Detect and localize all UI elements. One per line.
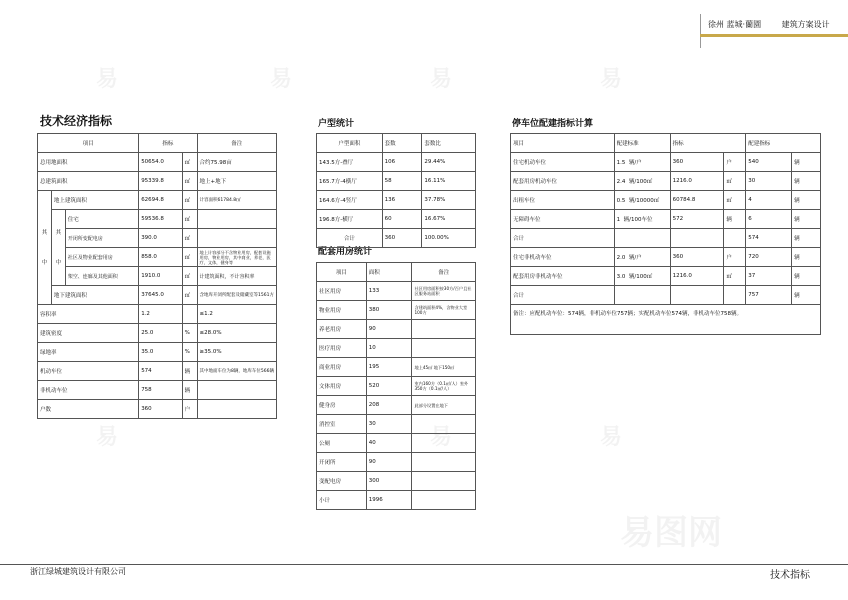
table-row [38, 229, 277, 248]
table-row: 住宅机动车位 1.5 辆/户 360 户 540 辆 [511, 153, 821, 172]
tech-value: 1.2 [139, 305, 182, 324]
tech-unit: % [182, 343, 197, 362]
tech-label: 社区及物业配套用房 [65, 248, 138, 267]
header-accent-line [700, 34, 848, 37]
watermark-mark: 易 [430, 67, 453, 92]
table-row: 165.7方-4横厅 58 16.11% [317, 172, 476, 191]
tech-note: 其中地面车位为8辆，地库车位566辆 [197, 362, 276, 381]
tech-note: 地上+地下 [197, 172, 276, 191]
tech-label: 户数 [38, 400, 139, 419]
table-row: 配套用房机动车位 2.4 辆/100㎡ 1216.0 ㎡ 30 辆 [511, 172, 821, 191]
table-row: 合计 574 辆 [511, 229, 821, 248]
unit-header: 套数比 [422, 134, 476, 153]
footer-line [0, 564, 848, 565]
unit-title: 户型统计 [318, 119, 355, 129]
table-row: 住宅非机动车位 2.0 辆/户 360 户 720 辆 [511, 248, 821, 267]
table-row: 小计 1996 [317, 491, 476, 510]
footer-company: 浙江绿城建筑设计有限公司 [30, 567, 126, 576]
facility-table [316, 262, 476, 510]
watermark-logo: 易图网 [620, 513, 722, 553]
tech-value: 59536.8 [139, 210, 182, 229]
tech-label: 架空、连廊及其他面积 [65, 267, 138, 286]
table-row [38, 153, 277, 172]
tech-unit: 辆 [182, 362, 197, 381]
table-row [38, 172, 277, 191]
parkcalc-note: 备注：应配机动车位：574辆，非机动车位757辆；实配机动车位574辆，非机动车位758辆。 [511, 305, 821, 335]
tech-value: 35.0 [139, 343, 182, 362]
tech-note: 地上计容部分不含物业用房，配套设施用房，物业用房，其中商业，养老，医疗，文体，健身等 [197, 248, 276, 267]
tech-unit: 辆 [182, 381, 197, 400]
table-row: 商业用房 195 地上45㎡ 地下150㎡ [317, 358, 476, 377]
tech-title: 技术经济指标 [40, 114, 113, 128]
tech-unit: ㎡ [182, 172, 197, 191]
parkcalc-table [510, 133, 821, 335]
parkcalc-title: 停车位配建指标计算 [512, 119, 594, 129]
tech-unit: ㎡ [182, 286, 197, 305]
table-row: 物业用房 380 含建筑面积4%，含物业大堂100方 [317, 301, 476, 320]
tech-label: 绿地率 [38, 343, 139, 362]
tech-label: 容积率 [38, 305, 139, 324]
table-row: 无障碍车位 1 辆/100车位 572 辆 6 辆 [511, 210, 821, 229]
tech-value: 360 [139, 400, 182, 419]
tech-label: 住宅 [65, 210, 138, 229]
tech-value: 62694.8 [139, 191, 182, 210]
table-row: 公厕 40 [317, 434, 476, 453]
tech-unit: ㎡ [182, 229, 197, 248]
table-row: 医疗用房 10 [317, 339, 476, 358]
tech-value: 1910.0 [139, 267, 182, 286]
watermark-mark: 易 [430, 425, 453, 450]
tech-unit: 户 [182, 400, 197, 419]
tech-table [37, 133, 277, 419]
table-row [38, 305, 277, 324]
tech-note: ≥35.0% [197, 343, 276, 362]
tech-value: 95339.8 [139, 172, 182, 191]
tech-value: 50654.0 [139, 153, 182, 172]
tech-unit: ㎡ [182, 191, 197, 210]
table-row [38, 381, 277, 400]
tech-note: 计容面积61784.8㎡ [197, 191, 276, 210]
table-row: 项目 配建标准 指标 配建指标 [511, 134, 821, 153]
watermark-mark: 易 [96, 425, 119, 450]
tech-group-label: 其 中 [38, 191, 52, 305]
tech-value: 37645.0 [139, 286, 182, 305]
table-row: 变配电房 300 [317, 472, 476, 491]
tech-subgroup-label: 其 中 [51, 210, 65, 286]
unit-header: 套数 [382, 134, 422, 153]
tech-label: 总用地面积 [38, 153, 139, 172]
tech-unit: ㎡ [182, 210, 197, 229]
tech-unit: ㎡ [182, 248, 197, 267]
tech-value: 390.0 [139, 229, 182, 248]
table-row: 出租车位 0.5 辆/10000㎡ 60784.8 ㎡ 4 辆 [511, 191, 821, 210]
tech-value: 25.0 [139, 324, 182, 343]
table-row [38, 400, 277, 419]
watermark-mark: 易 [600, 67, 623, 92]
watermark-mark: 易 [270, 67, 293, 92]
table-row: 合计 360 100.00% [317, 229, 476, 248]
table-row: 164.6方-4竖厅 136 37.78% [317, 191, 476, 210]
table-row: 社区用房 133 社区用房面积按30方/百户且社区服务站面积 [317, 282, 476, 301]
tech-label: 机动车位 [38, 362, 139, 381]
tech-label: 非机动车位 [38, 381, 139, 400]
header-project: 徐州 蓝城·蘭園 [708, 20, 762, 29]
tech-label: 总建筑面积 [38, 172, 139, 191]
table-row [38, 210, 277, 229]
table-row: 196.8方-横厅 60 16.67% [317, 210, 476, 229]
tech-note: ≤1.2 [197, 305, 276, 324]
table-row [38, 134, 277, 153]
table-row [38, 286, 277, 305]
tech-note: 含地库开闭所配套及储藏室等1561方 [197, 286, 276, 305]
table-row: 文体用房 520 室内160方（0.1㎡/人）室外350方（0.1㎡/人） [317, 377, 476, 396]
tech-label: 地上建筑面积 [51, 191, 138, 210]
tech-header-item: 项目 [38, 134, 139, 153]
tech-label: 地下建筑面积 [51, 286, 138, 305]
header-section: 建筑方案设计 [781, 20, 830, 29]
tech-value: 858.0 [139, 248, 182, 267]
table-row: 养老用房 90 [317, 320, 476, 339]
tech-header-note: 备注 [197, 134, 276, 153]
table-row: 项目 面积 备注 [317, 263, 476, 282]
table-row [317, 134, 476, 153]
tech-header-value: 指标 [139, 134, 197, 153]
table-row [38, 248, 277, 267]
table-row [38, 267, 277, 286]
table-row [38, 343, 277, 362]
table-row: 143.5方-叠厅 106 29.44% [317, 153, 476, 172]
watermark-mark: 易 [96, 67, 119, 92]
tech-label: 建筑密度 [38, 324, 139, 343]
table-row: 消控室 30 [317, 415, 476, 434]
tech-unit: ㎡ [182, 267, 197, 286]
watermark-mark: 易 [600, 425, 623, 450]
table-row: 合计 757 辆 [511, 286, 821, 305]
table-row [38, 362, 277, 381]
unit-table [316, 133, 476, 248]
header-text [708, 19, 848, 30]
tech-label: 开闭所变配电房 [65, 229, 138, 248]
tech-unit: ㎡ [182, 153, 197, 172]
table-row: 健身房 208 此部分设置在地下 [317, 396, 476, 415]
footer-page-title: 技术指标 [770, 570, 810, 581]
tech-unit: % [182, 324, 197, 343]
table-row [511, 305, 821, 335]
tech-value: 758 [139, 381, 182, 400]
facility-title: 配套用房统计 [318, 247, 373, 257]
table-row: 开闭所 90 [317, 453, 476, 472]
unit-header: 户型面积 [317, 134, 383, 153]
table-row [38, 324, 277, 343]
tech-note: 合约75.98亩 [197, 153, 276, 172]
table-row [38, 191, 277, 210]
table-row: 配套用房非机动车位 3.0 辆/100㎡ 1216.0 ㎡ 37 辆 [511, 267, 821, 286]
tech-note: ≤28.0% [197, 324, 276, 343]
tech-value: 574 [139, 362, 182, 381]
tech-note: 计建筑面积，不计容积率 [197, 267, 276, 286]
